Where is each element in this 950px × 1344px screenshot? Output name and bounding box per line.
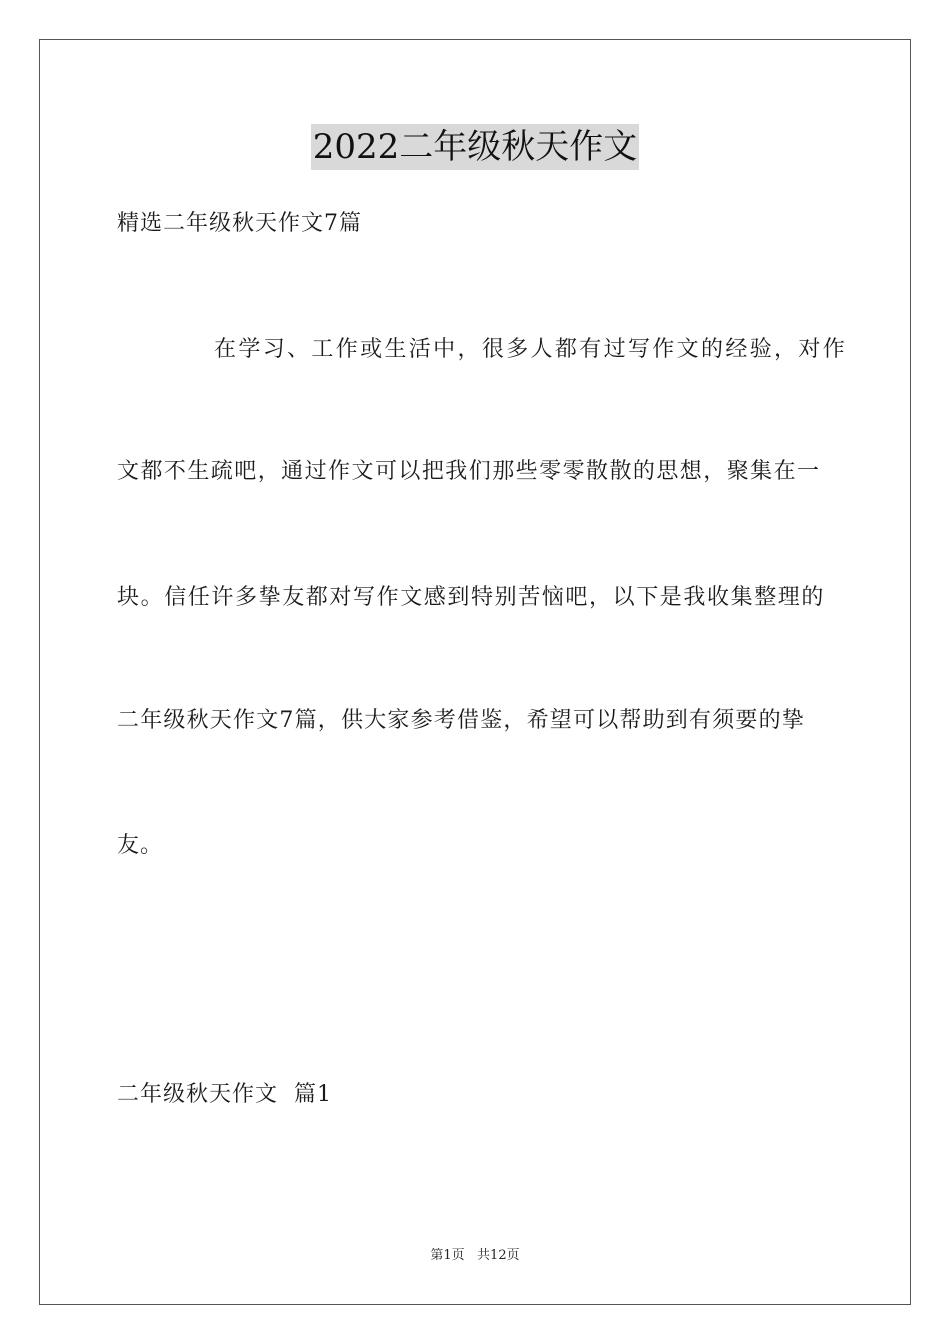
section-heading: 二年级秋天作文 篇1 (117, 1082, 332, 1107)
paragraph-line: 块。信任许多挚友都对写作文感到特别苦恼吧，以下是我收集整理的 (117, 585, 826, 610)
paragraph-line: 二年级秋天作文7篇，供大家参考借鉴，希望可以帮助到有须要的挚 (117, 708, 805, 733)
paragraph-line: 文都不生疏吧，通过作文可以把我们那些零零散散的思想，聚集在一 (117, 459, 821, 484)
title-container (0, 124, 950, 170)
document-subtitle: 精选二年级秋天作文7篇 (117, 211, 362, 236)
paragraph-line: 友。 (117, 833, 164, 858)
document-title: 2022二年级秋天作文 (311, 124, 640, 170)
page-footer: 第1页 共12页 (430, 1248, 520, 1263)
paragraph-line: 在学习、工作或生活中，很多人都有过写作文的经验，对作 (214, 337, 848, 362)
